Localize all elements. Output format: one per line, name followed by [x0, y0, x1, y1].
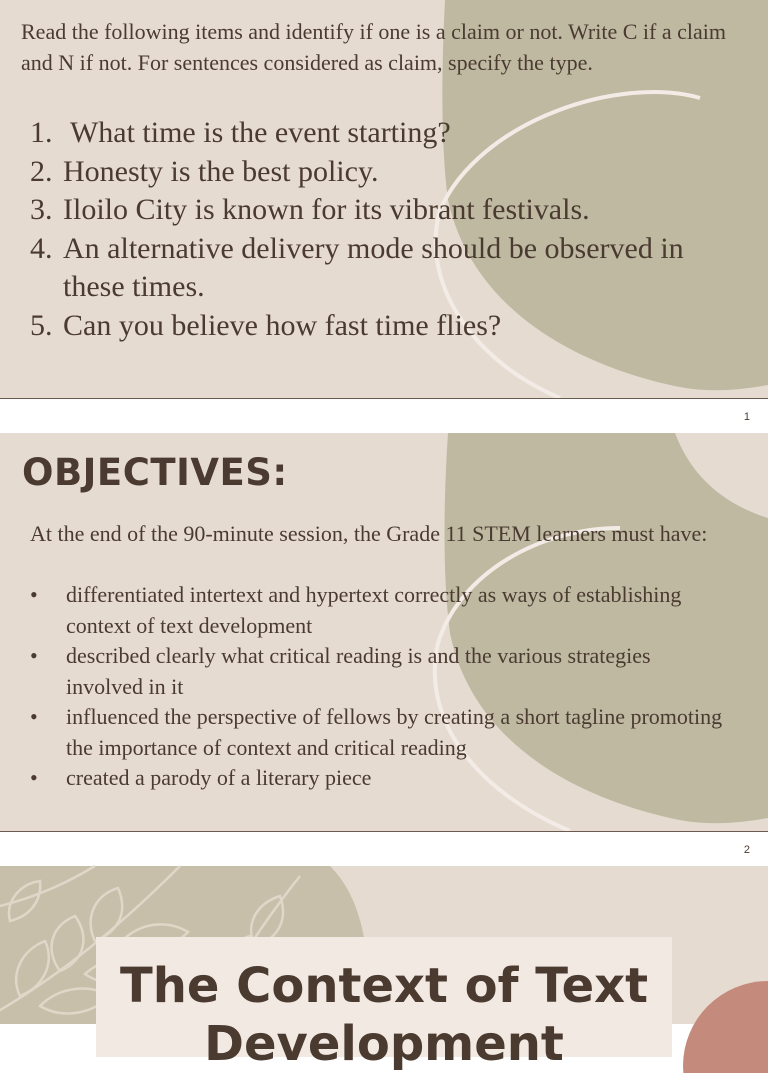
slide-1 — [0, 0, 768, 398]
item-text: Iloilo City is known for its vibrant festivals. — [63, 191, 590, 230]
slide-title: The Context of Text Development — [96, 957, 672, 1073]
objective-text: described clearly what critical reading is and the various strategies involved in it — [66, 641, 686, 702]
bullet-icon: • — [30, 763, 66, 794]
slide-gap — [0, 832, 768, 866]
item-text: Can you believe how fast time flies? — [63, 307, 501, 346]
objective-text: influenced the perspective of fellows by creating a short tagline promoting the importance of context and critical reading — [66, 702, 750, 763]
list-item — [30, 641, 750, 702]
page-number: 1 — [744, 411, 750, 423]
bullet-icon: • — [30, 580, 66, 641]
slide-3 — [0, 866, 768, 1024]
item-number: 2. — [30, 153, 63, 192]
page-number: 2 — [744, 844, 750, 856]
title-box — [96, 937, 672, 1057]
slide-title: OBJECTIVES: — [22, 451, 288, 494]
item-number: 5. — [30, 307, 63, 346]
claim-items-list — [30, 114, 730, 346]
item-text: An alternative delivery mode should be observed in these times. — [63, 230, 703, 307]
list-item — [30, 191, 730, 230]
instructions-text: Read the following items and identify if one is a claim or not. Write C if a claim and N if not. For sentences considered as claim, specify the type. — [21, 16, 756, 78]
list-item — [30, 763, 750, 794]
list-item — [30, 702, 750, 763]
list-item — [30, 230, 730, 307]
slide-gap — [0, 399, 768, 433]
list-item — [30, 307, 730, 346]
objective-text: differentiated intertext and hypertext correctly as ways of establishing context of text development — [66, 580, 706, 641]
objectives-intro: At the end of the 90-minute session, the Grade 11 STEM learners must have: — [30, 519, 730, 550]
item-number: 1. — [30, 114, 63, 153]
item-number: 4. — [30, 230, 63, 307]
list-item — [30, 580, 750, 641]
terracotta-circle-shape — [683, 981, 768, 1073]
objective-text: created a parody of a literary piece — [66, 763, 371, 794]
item-number: 3. — [30, 191, 63, 230]
list-item — [30, 114, 730, 153]
item-text: Honesty is the best policy. — [63, 153, 379, 192]
bullet-icon: • — [30, 702, 66, 763]
bullet-icon: • — [30, 641, 66, 702]
objectives-list — [30, 580, 750, 794]
item-text: What time is the event starting? — [63, 114, 451, 153]
list-item — [30, 153, 730, 192]
slide-2 — [0, 433, 768, 831]
